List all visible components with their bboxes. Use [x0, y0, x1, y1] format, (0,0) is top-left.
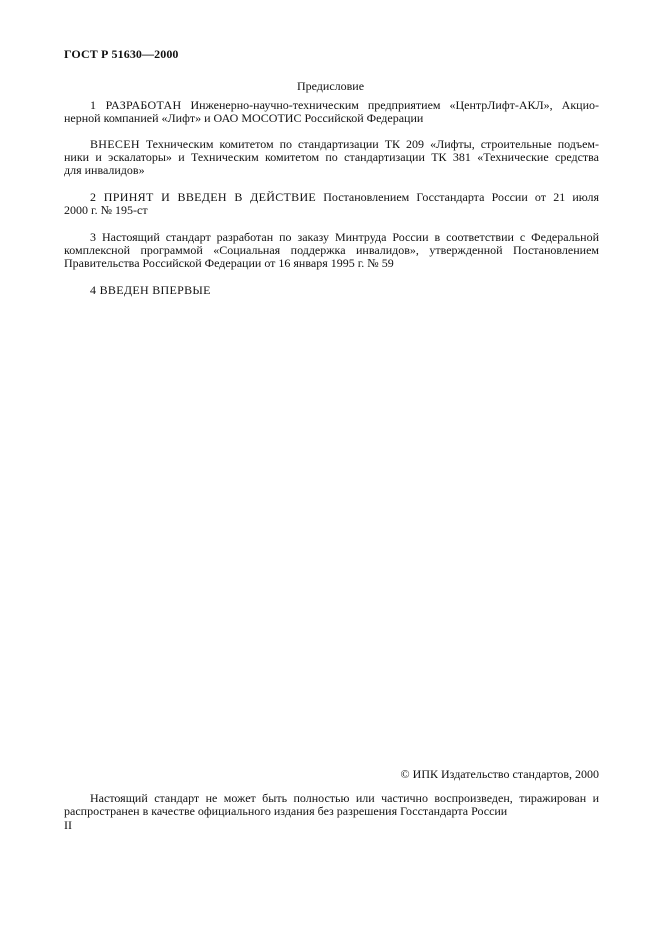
notice-text: распространен в качестве официального издания без разрешения Госстандарта России: [64, 804, 508, 818]
paragraph-commissioned: [64, 231, 599, 270]
paragraph-text: Техническим комитетом по стандартизации ТК 209 «Лифты, строительные подъем-: [139, 137, 599, 151]
paragraph-lead: 1 РАЗРАБОТАН: [90, 98, 182, 112]
paragraph-adopted: [64, 191, 599, 217]
document-number: ГОСТ Р 51630—2000: [64, 47, 179, 61]
paragraph-submitted-by: [64, 138, 599, 177]
paragraph-text: 2000 г. № 195-ст: [64, 203, 148, 217]
section-title: Предисловие: [296, 79, 365, 93]
paragraph-text: нерной компанией «Лифт» и ОАО МОСОТИС Российской Федерации: [64, 111, 424, 125]
paragraph-text: комплексной программой «Социальная поддержка инвалидов», утвержденной Постановлением: [64, 243, 599, 257]
paragraph-text: Правительства Российской Федерации от 16 января 1995 г. № 59: [64, 256, 394, 270]
paragraph-text: для инвалидов»: [64, 163, 145, 177]
paragraph-lead: 4 ВВЕДЕН ВПЕРВЫЕ: [90, 283, 211, 297]
paragraph-text: Инженерно-научно-техническим предприятием «ЦентрЛифт-АКЛ», Акцио-: [181, 98, 600, 112]
paragraph-lead: 2 ПРИНЯТ И ВВЕДЕН В ДЕЙСТВИЕ: [90, 190, 317, 204]
paragraph-text: Постановлением Госстандарта России от 21 июля: [316, 190, 599, 204]
reproduction-notice: [64, 792, 599, 818]
paragraph-first-introduced: [64, 284, 599, 297]
notice-text: Настоящий стандарт не может быть полностью или частично воспроизведен, тиражирован и: [90, 791, 599, 805]
page-number: II: [64, 818, 72, 832]
paragraph-text: 3 Настоящий стандарт разработан по заказу Минтруда России в соответствии с Федеральной: [90, 230, 599, 244]
paragraph-text: ники и эскалаторы» и Техническим комитетом по стандартизации ТК 381 «Технические средства: [64, 150, 599, 164]
copyright: © ИПК Издательство стандартов, 2000: [400, 767, 599, 781]
paragraph-developed-by: [64, 99, 599, 125]
paragraph-lead: ВНЕСЕН: [90, 137, 140, 151]
